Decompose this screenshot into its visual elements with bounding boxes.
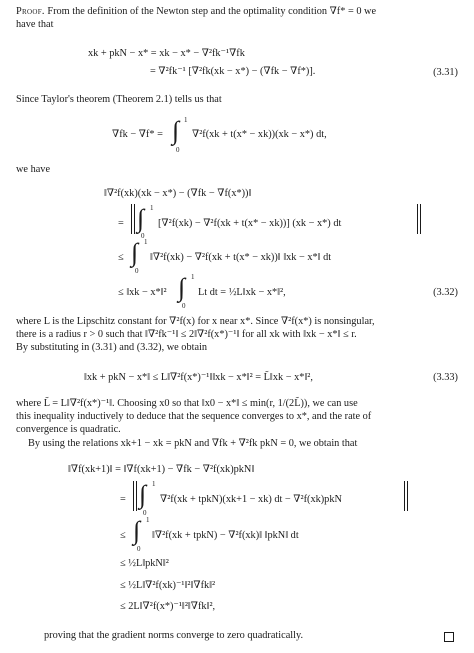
integral-upper-limit: 1 bbox=[150, 204, 154, 212]
chain2-line-3-prefix: ≤ bbox=[120, 530, 126, 541]
chain2-line-5: ≤ ½L‖∇²f(xk)⁻¹‖²‖∇fk‖² bbox=[120, 580, 216, 591]
norm-bar-left-inner bbox=[134, 204, 135, 234]
norm-bar-left bbox=[131, 204, 132, 234]
chain1-line-1: ‖∇²f(xk)(xk − x*) − (∇fk − ∇f(x*))‖ bbox=[104, 188, 252, 199]
integral-upper-limit: 1 bbox=[184, 116, 188, 124]
eq333-number: (3.33) bbox=[433, 372, 458, 383]
proof-intro-line-2: have that bbox=[16, 19, 54, 30]
proof-intro-line-1 bbox=[16, 6, 376, 18]
para-Ltilde-line-3: convergence is quadratic. bbox=[16, 424, 121, 435]
norm-bar-right-inner bbox=[420, 204, 421, 234]
eq331-line-2: = ∇²fk⁻¹ [∇²fk(xk − x*) − (∇fk − ∇f*)]. bbox=[150, 66, 316, 77]
para-L-line-1: where L is the Lipschitz constant for ∇²f(x) for x near x*. Since ∇²f(x*) is nonsingular, bbox=[16, 316, 375, 327]
chain2-line-6: ≤ 2L‖∇²f(x*)⁻¹‖²‖∇fk‖², bbox=[120, 601, 216, 612]
integral-lower-limit: 0 bbox=[135, 267, 139, 275]
we-have-text: we have bbox=[16, 164, 51, 175]
integral-lower-limit: 0 bbox=[176, 146, 180, 154]
chain2-line-2-prefix: = bbox=[120, 494, 126, 505]
integral-lower-limit: 0 bbox=[182, 302, 186, 310]
norm-bar-right bbox=[417, 204, 418, 234]
chain1-line-4: ≤ ‖xk − x*‖² bbox=[118, 287, 167, 298]
integral-lower-limit: 0 bbox=[143, 509, 147, 517]
integral-sign: ∫ bbox=[172, 116, 180, 145]
integral-upper-limit: 1 bbox=[191, 273, 195, 281]
integral-sign: ∫ bbox=[133, 516, 141, 545]
para-L-line-2: there is a radius r > 0 such that ‖∇²fk⁻¹‖ ≤ 2‖∇²f(x*)⁻¹‖ for all xk with ‖xk − x*‖ ≤ r. bbox=[16, 329, 357, 340]
para-L-line-3: By substituting in (3.31) and (3.32), we obtain bbox=[16, 342, 208, 353]
chain2-line-4: ≤ ½L‖pkN‖² bbox=[120, 558, 169, 569]
integral-sign: ∫ bbox=[137, 204, 145, 233]
proof-intro-text: From the definition of the Newton step and the optimality condition ∇f* = 0 we bbox=[44, 6, 377, 17]
integral-sign: ∫ bbox=[139, 480, 147, 509]
relations-text: By using the relations xk+1 − xk = pkN and ∇fk + ∇²fk pkN = 0, we obtain that bbox=[28, 438, 358, 449]
chain2-line-1: ‖∇f(xk+1)‖ = ‖∇f(xk+1) − ∇fk − ∇²f(xk)pkN‖ bbox=[68, 464, 255, 475]
eq331-line-1: xk + pkN − x* = xk − x* − ∇²fk⁻¹∇fk bbox=[88, 48, 245, 59]
norm-bar-right bbox=[404, 481, 405, 511]
eq333-body: ‖xk + pkN − x*‖ ≤ L‖∇²f(x*)⁻¹‖‖xk − x*‖² = L̃‖xk − x*‖², bbox=[84, 372, 313, 383]
integral-lower-limit: 0 bbox=[141, 232, 145, 240]
integral-sign: ∫ bbox=[131, 238, 139, 267]
chain1-line-3-prefix: ≤ bbox=[118, 252, 124, 263]
para-Ltilde-line-2: this inequality inductively to deduce that the sequence converges to x*, and the rate of bbox=[16, 411, 372, 422]
closing-text: proving that the gradient norms converge to zero quadratically. bbox=[44, 630, 304, 641]
chain2-line-2-body: ∇²f(xk + tpkN)(xk+1 − xk) dt − ∇²f(xk)pkN bbox=[160, 494, 342, 505]
integral-lower-limit: 0 bbox=[137, 545, 141, 553]
taylor-rhs: ∇²f(xk + t(x* − xk))(xk − x*) dt, bbox=[192, 129, 327, 140]
chain1-line-2-prefix: = bbox=[118, 218, 124, 229]
integral-upper-limit: 1 bbox=[144, 238, 148, 246]
chain1-line-4b: Lt dt = ½L‖xk − x*‖², bbox=[198, 287, 286, 298]
taylor-text: Since Taylor's theorem (Theorem 2.1) tells us that bbox=[16, 94, 222, 105]
norm-bar-right-inner bbox=[407, 481, 408, 511]
chain1-line-3-body: ‖∇²f(xk) − ∇²f(xk + t(x* − xk))‖ ‖xk − x*‖ dt bbox=[150, 252, 332, 263]
chain2-line-3-body: ‖∇²f(xk + tpkN) − ∇²f(xk)‖ ‖pkN‖ dt bbox=[152, 530, 299, 541]
norm-bar-left bbox=[133, 481, 134, 511]
chain1-line-2-body: [∇²f(xk) − ∇²f(xk + t(x* − xk))] (xk − x*) dt bbox=[158, 218, 342, 229]
para-Ltilde-line-1: where L̃ = L‖∇²f(x*)⁻¹‖. Choosing x0 so that ‖x0 − x*‖ ≤ min(r, 1/(2L̃)), we can use bbox=[16, 398, 358, 409]
qed-square-icon bbox=[444, 632, 454, 642]
eq332-number: (3.32) bbox=[433, 287, 458, 298]
norm-bar-left-inner bbox=[136, 481, 137, 511]
eq331-number: (3.31) bbox=[433, 67, 458, 78]
integral-upper-limit: 1 bbox=[152, 480, 156, 488]
proof-label: Proof. bbox=[16, 6, 45, 17]
taylor-lhs: ∇fk − ∇f* = bbox=[112, 129, 163, 140]
integral-upper-limit: 1 bbox=[146, 516, 150, 524]
integral-sign: ∫ bbox=[178, 273, 186, 302]
